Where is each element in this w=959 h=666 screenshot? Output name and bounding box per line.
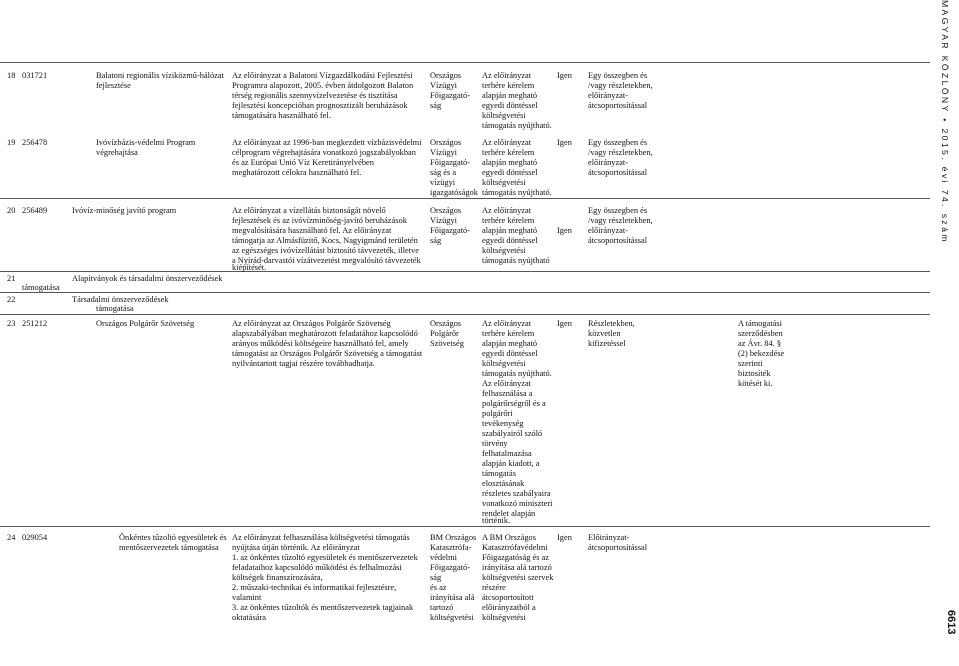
page-number-text: 6613 (945, 610, 957, 635)
row-index: 20 (7, 206, 16, 215)
row-decision-line: irányítása alá tartozó (482, 563, 552, 572)
row-desc-line: 3. az önkéntes tűzoltók és mentőszervezetek tagjainak (232, 603, 414, 612)
row-decision-line: felhatalmazása (482, 449, 532, 458)
row-name-line: Országos Polgárőr Szövetség (96, 319, 195, 328)
row-mode-line: Részletekben, (588, 319, 635, 328)
row-org-line: Országos (430, 206, 462, 215)
row-separator (0, 292, 930, 293)
row-decision-line: részletes szabályaira (482, 489, 551, 498)
row-desc-line: megvalósítására használható fel. Az előirányzat (232, 226, 392, 235)
row-decision-line: átcsoportosított (482, 593, 534, 602)
row-title-line: Társadalmi önszerveződések (72, 295, 169, 304)
row-desc-line: valamint (232, 593, 262, 602)
row-mode-line: /vagy részletekben, (588, 216, 653, 225)
row-desc-line: Programra alapozott, 2005. évben átdolgozott Balaton (232, 81, 414, 90)
row-name-line: mentőszervezetek támogatása (119, 543, 219, 552)
row-decision-line: támogatás (482, 469, 516, 478)
row-code: 256489 (22, 206, 48, 215)
row-org-line: igazgatóságok (430, 188, 478, 197)
row-decision-line: támogatás nyújtható (482, 256, 550, 265)
row-org-line: Országos (430, 319, 462, 328)
row-mode-line: közvetlen (588, 329, 621, 338)
row-mode-line: átcsoportosítással (588, 168, 648, 177)
row-org-line: irányítása alá (430, 593, 475, 602)
row-decision-line: polgárőri (482, 409, 513, 418)
row-mode-line: előirányzat- (588, 226, 628, 235)
row-decision-line: alapján megható (482, 158, 538, 167)
row-org-line: védelmi (430, 553, 457, 562)
row-mode-line: átcsoportosítással (588, 101, 648, 110)
row-title-line: támogatása (22, 283, 60, 292)
row-mode-line: előirányzat- (588, 158, 628, 167)
row-separator (0, 314, 930, 315)
row-code: 256478 (22, 138, 48, 147)
row-org-line: Vízügyi (430, 81, 457, 90)
row-title-line: támogatása (96, 304, 134, 313)
row-decision-line: Főigazgatóság és az (482, 553, 549, 562)
row-org-line: ság és a (430, 168, 457, 177)
row-decision-line: költségvetési szervek (482, 573, 554, 582)
row-decision-line: költségvetési (482, 359, 526, 368)
row-note-line: szerződésben (738, 329, 783, 338)
row-decision-line: történik. (482, 516, 511, 525)
row-desc-line: arányos működési költségeire használható fel, amely (232, 339, 409, 348)
row-org-line: Főigazgató- (430, 158, 471, 167)
row-decision-line: tevékenység (482, 419, 524, 428)
row-desc-line: nyilvántartott tagjai részére továbbadhatja. (232, 359, 375, 368)
row-separator (0, 62, 930, 63)
row-code: 251212 (22, 319, 48, 328)
row-decision-line: Katasztrófavédelmi (482, 543, 548, 552)
row-title-line: Alapítványok és társadalmi önszerveződések (72, 274, 223, 283)
row-mode-line: kifizetéssel (588, 339, 626, 348)
row-decision-line: alapján megható (482, 339, 538, 348)
row-name-line: fejlesztése (96, 81, 131, 90)
row-desc-line: oktatására (232, 613, 266, 622)
row-note-line: az Ávr. 84. § (738, 339, 782, 348)
row-desc-line: költségek finanszírozására, (232, 573, 323, 582)
row-desc-line: meghatározott célokra használható fel. (232, 168, 362, 177)
row-note-line: biztosíték (738, 369, 771, 378)
row-org-line: Polgárőr (430, 329, 459, 338)
row-desc-line: alapszabályában meghatározott feladatához kapcsolódó (232, 329, 418, 338)
row-decision-line: terhére kérelem (482, 148, 535, 157)
page-number (944, 610, 958, 660)
row-decision-line: polgárőrségről és a (482, 399, 546, 408)
row-desc-line: Az előirányzat felhasználása költségvetési támogatás (232, 533, 410, 542)
row-mode-line: Egy összegben és (588, 206, 648, 215)
row-org-line: ság (430, 236, 442, 245)
row-name-line: végrehajtása (96, 148, 138, 157)
row-org-line: költségvetési (430, 613, 474, 622)
row-decision-line: törvény (482, 439, 508, 448)
row-decision-line: költségvetési (482, 613, 526, 622)
row-note-line: szerinti (738, 359, 763, 368)
row-mode-line: Egy összegben és (588, 71, 648, 80)
row-name-line: Balatoni regionális víziközmű-hálózat (96, 71, 224, 80)
row-desc-line: kiépítését. (232, 263, 267, 272)
row-desc-line: a Nyírád-darvastói vízátvezetést megvalósító távvezeték (232, 256, 421, 265)
row-desc-line: Az előirányzat a Balatoni Vízgazdálkodási Fejlesztési (232, 71, 413, 80)
row-index: 19 (7, 138, 16, 147)
row-decision-line: terhére kérelem (482, 81, 535, 90)
row-yes: Igen (557, 138, 572, 147)
row-decision-line: támogatás nyújtható. (482, 188, 552, 197)
row-decision-line: egyedi döntéssel (482, 349, 538, 358)
row-index: 24 (7, 533, 16, 542)
row-index: 23 (7, 319, 16, 328)
row-decision-line: egyedi döntéssel (482, 236, 538, 245)
row-name-line: Ivóvízbázis-védelmi Program (96, 138, 196, 147)
row-desc-line: célprogram végrehajtására vonatkozó jogszabályokban (232, 148, 416, 157)
row-mode-line: Egy összegben és (588, 138, 648, 147)
row-decision-line: Az előirányzat (482, 206, 532, 215)
row-yes: Igen (557, 533, 572, 542)
row-org-line: BM Országos (430, 533, 477, 542)
row-org-line: Országos (430, 71, 462, 80)
row-decision-line: Az előirányzat (482, 319, 532, 328)
row-mode-line: /vagy részletekben, (588, 148, 653, 157)
row-org-line: Szövetség (430, 339, 464, 348)
row-separator (0, 526, 930, 527)
row-mode-line: átcsoportosítással (588, 236, 648, 245)
row-desc-line: Az előirányzat az Országos Polgárőr Szövetség (232, 319, 391, 328)
row-mode-line: átcsoportosítással (588, 543, 648, 552)
row-org-line: Országos (430, 138, 462, 147)
row-decision-line: támogatás nyújtható. (482, 121, 552, 130)
journal-header (933, 0, 957, 244)
row-desc-line: nyújtása útján történik. Az előirányzat (232, 543, 360, 552)
row-mode-line: /vagy részletekben, (588, 81, 653, 90)
row-note-line: A támogatási (738, 319, 782, 328)
row-org-line: ság (430, 101, 442, 110)
row-desc-line: fejlesztések és az ivóvízminőség-javító beruházások (232, 216, 407, 225)
row-decision-line: egyedi döntéssel (482, 168, 538, 177)
row-org-line: és az (430, 583, 447, 592)
row-org-line: Vízügyi (430, 148, 457, 157)
row-decision-line: költségvetési (482, 111, 526, 120)
row-mode-line: Előirányzat- (588, 533, 630, 542)
row-yes: Igen (557, 71, 572, 80)
row-org-line: tartozó (430, 603, 454, 612)
row-org-line: ság (430, 573, 442, 582)
row-name-line: Önkéntes tűzoltó egyesületek és (119, 533, 227, 542)
row-index: 21 (7, 274, 16, 283)
row-decision-line: Az előirányzat (482, 379, 532, 388)
row-desc-line: fejlesztési koncepcióban prognosztizált beruházások (232, 101, 408, 110)
row-decision-line: vonatkozó miniszteri (482, 499, 553, 508)
row-desc-line: feladataihoz kapcsolódó működési és felhalmozási (232, 563, 402, 572)
row-org-line: Katasztrófa- (430, 543, 472, 552)
row-decision-line: terhére kérelem (482, 329, 535, 338)
row-decision-line: rendelet alapján (482, 509, 536, 518)
row-decision-line: költségvetési (482, 246, 526, 255)
row-decision-line: egyedi döntéssel (482, 101, 538, 110)
row-decision-line: költségvetési (482, 178, 526, 187)
row-decision-line: támogatás nyújtható. (482, 369, 552, 378)
row-note-line: (2) bekezdése (738, 349, 785, 358)
row-desc-line: támogatja az Almásfüzitő, Kocs, Nagyigmánd területén (232, 236, 418, 245)
row-desc-line: az egészséges ivóvízellátást biztosító távvezeték, illetve (232, 246, 419, 255)
row-org-line: Főigazgató- (430, 563, 471, 572)
row-mode-line: előirányzat- (588, 91, 628, 100)
row-decision-line: A BM Országos (482, 533, 536, 542)
row-decision-line: alapján kiadott, a (482, 459, 540, 468)
row-decision-line: alapján megható (482, 226, 538, 235)
row-desc-line: támogatást az Országos Polgárőr Szövetség a támogatást (232, 349, 423, 358)
row-desc-line: Az előirányzat a vízellátás biztonságát növelő (232, 206, 386, 215)
row-yes: Igen (557, 226, 572, 235)
row-org-line: Főigazgató- (430, 91, 471, 100)
row-decision-line: Az előirányzat (482, 71, 532, 80)
row-separator (0, 271, 930, 272)
row-decision-line: Az előirányzat (482, 138, 532, 147)
row-org-line: Vízügyi (430, 216, 457, 225)
row-desc-line: 2. műszaki-technikai és informatikai fejlesztésre, (232, 583, 397, 592)
row-desc-line: térség regionális szennyvízelvezetése és tisztítása (232, 91, 398, 100)
journal-header-text: MAGYAR KÖZLÖNY • 2015. évi 74. szám (940, 0, 950, 244)
row-desc-line: támogatására használható fel. (232, 111, 331, 120)
row-decision-line: elosztásának (482, 479, 525, 488)
row-desc-line: és az Európai Unió Víz Keretirányelvében (232, 158, 374, 167)
row-code: 031721 (22, 71, 48, 80)
row-index: 18 (7, 71, 16, 80)
row-desc-line: 1. az önkéntes tűzoltó egyesületek és mentőszervezetek (232, 553, 418, 562)
row-org-line: vízügyi (430, 178, 456, 187)
row-decision-line: részére (482, 583, 506, 592)
row-decision-line: szabályairól szóló (482, 429, 543, 438)
row-decision-line: terhére kérelem (482, 216, 535, 225)
row-org-line: Főigazgató- (430, 226, 471, 235)
row-note-line: kötését ki. (738, 379, 773, 388)
row-index: 22 (7, 295, 16, 304)
row-yes: Igen (557, 319, 572, 328)
row-code: 029054 (22, 533, 48, 542)
row-decision-line: felhasználása a (482, 389, 533, 398)
row-desc-line: Az előirányzat az 1996-ban megkezdett vízbázisvédelmi (232, 138, 422, 147)
row-decision-line: alapján megható (482, 91, 538, 100)
row-decision-line: előirányzatból a (482, 603, 536, 612)
row-name-line: Ivóvíz-minőség javító program (72, 206, 177, 215)
